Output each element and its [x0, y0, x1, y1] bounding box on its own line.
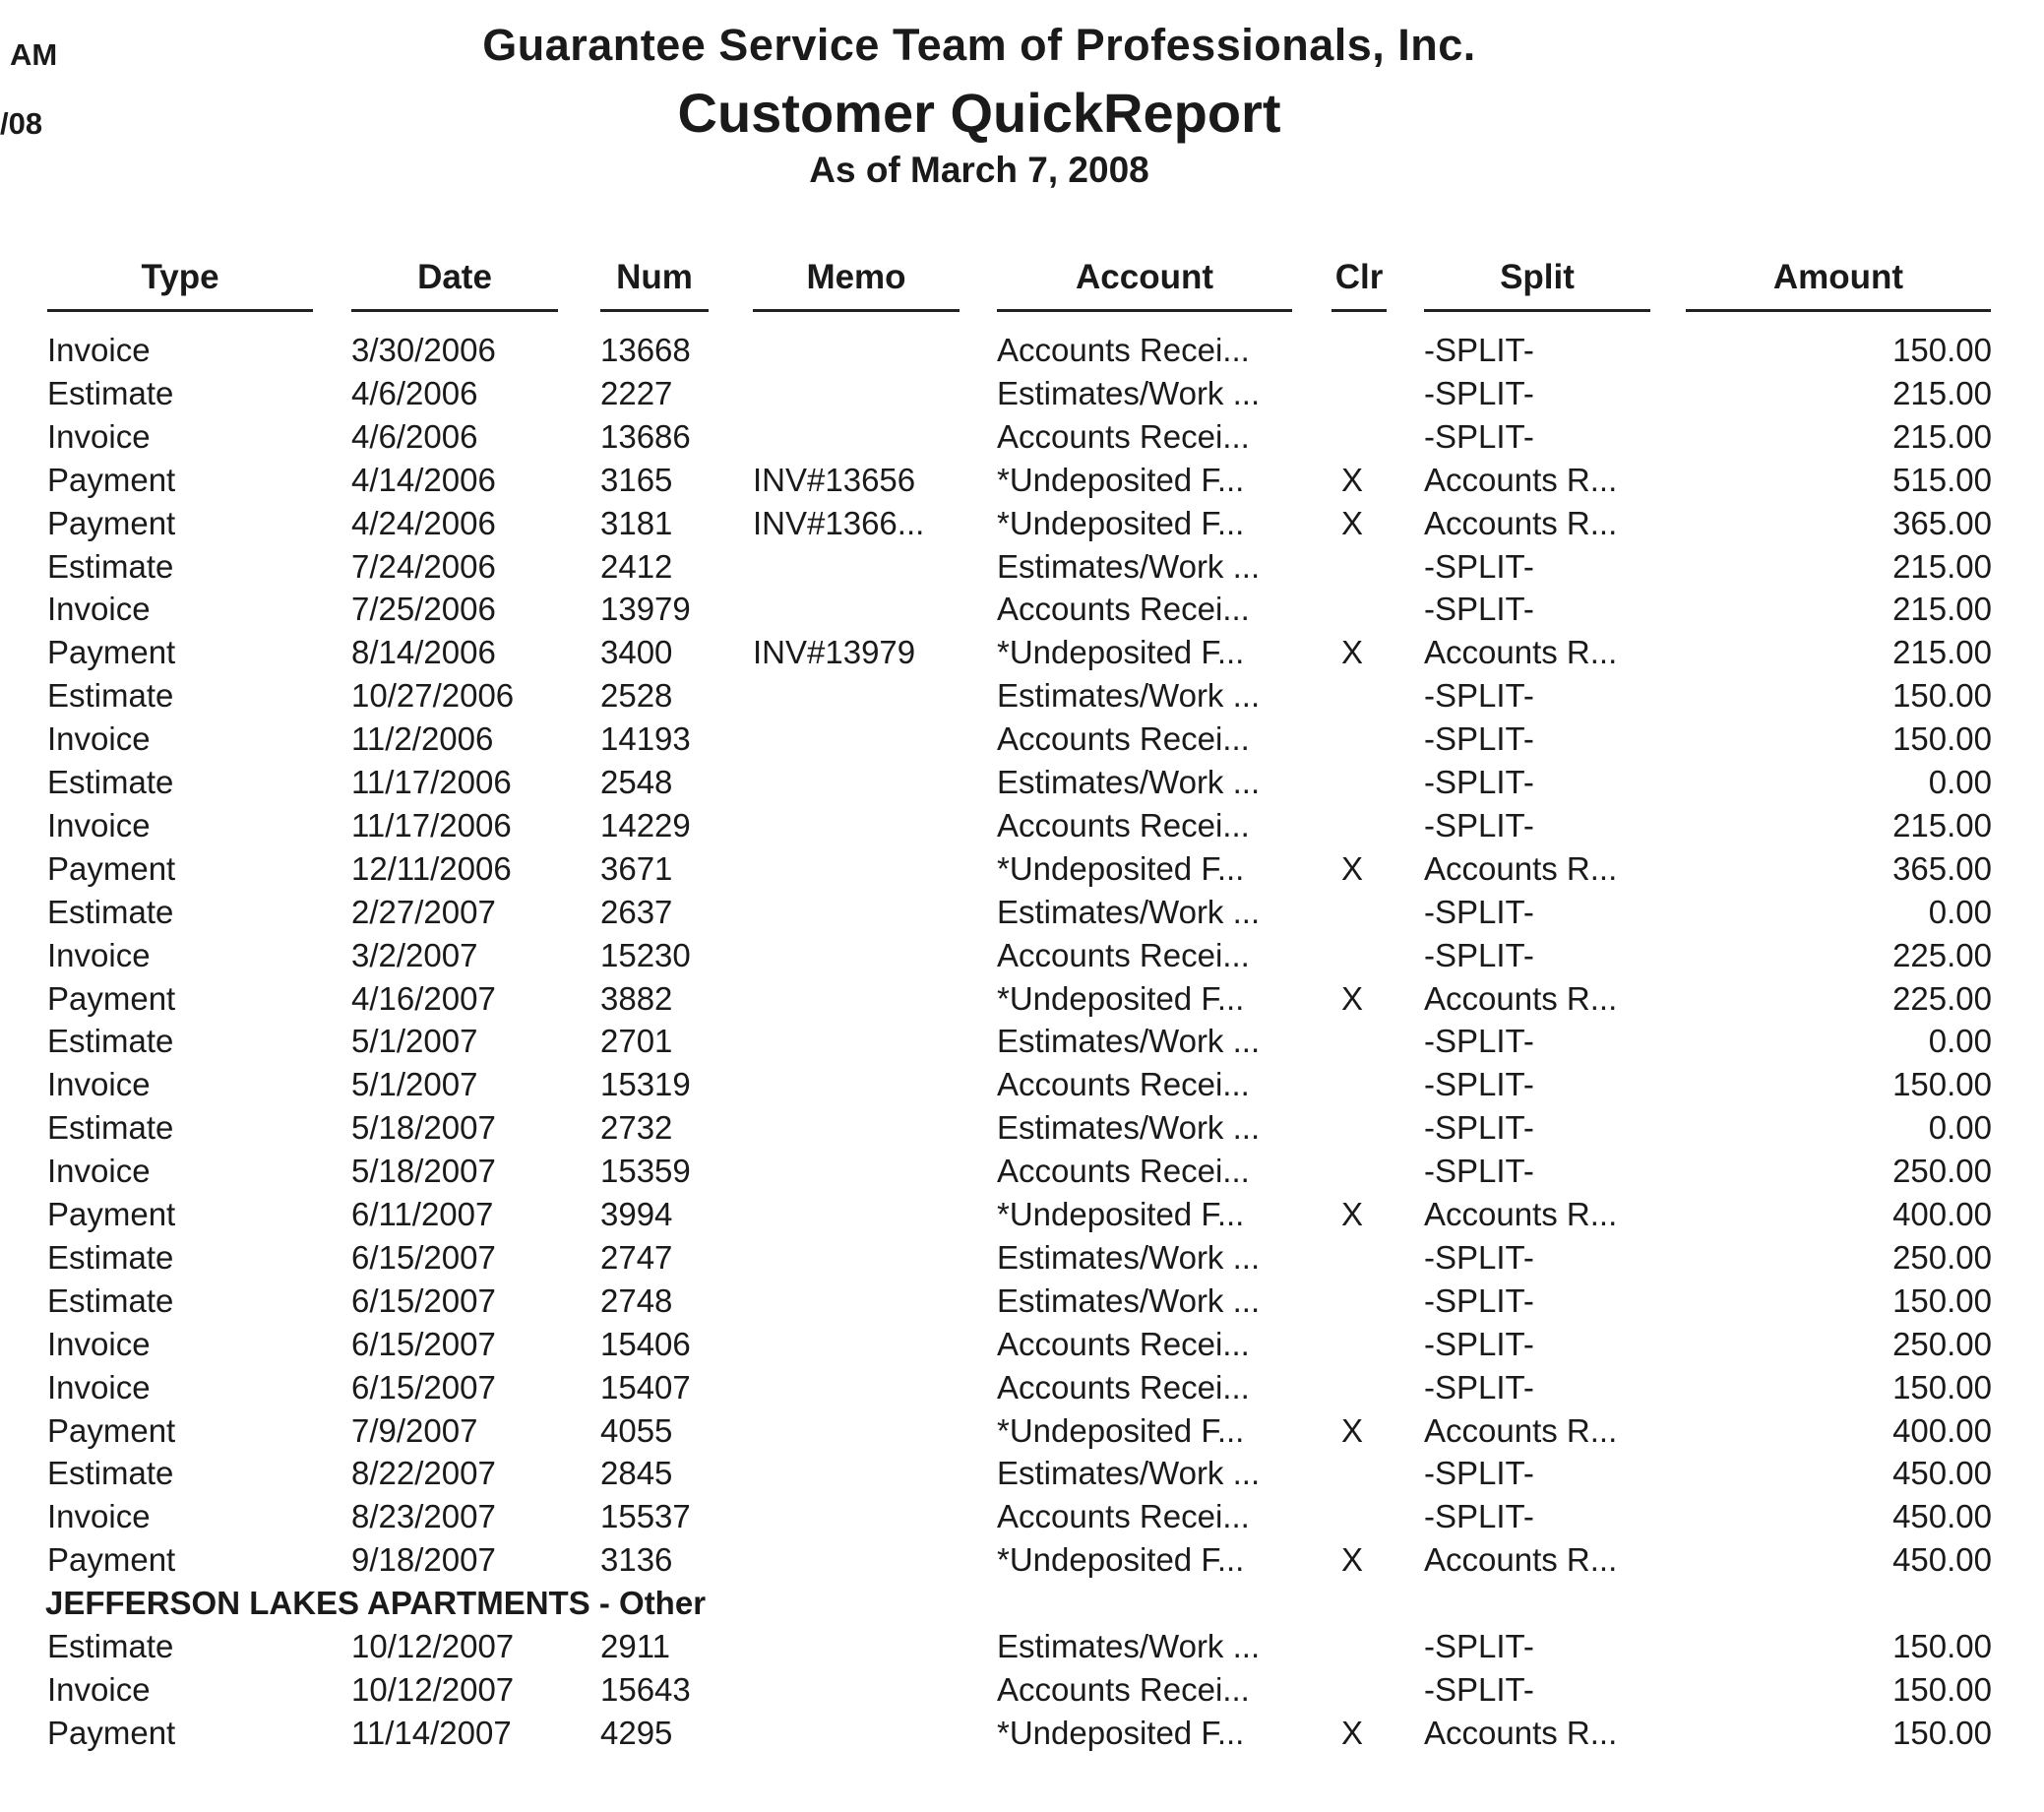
cell-clr: X: [1341, 1412, 1364, 1449]
table-row: [0, 1196, 2044, 1239]
cell-account: Accounts Recei...: [997, 591, 1250, 627]
table-row: [0, 1628, 2044, 1671]
cell-type: Estimate: [47, 1282, 174, 1319]
cell-type: Estimate: [47, 677, 174, 714]
column-rule: [351, 309, 558, 312]
cell-num: 15319: [600, 1066, 691, 1102]
table-row: [0, 720, 2044, 764]
cell-amount: 215.00: [1892, 634, 1992, 670]
company-name: Guarantee Service Team of Professionals, Inc.: [482, 20, 1476, 70]
table-row: [0, 1066, 2044, 1109]
cell-split: Accounts R...: [1424, 462, 1618, 498]
cell-date: 10/27/2006: [351, 677, 515, 714]
cell-split: -SPLIT-: [1424, 764, 1534, 800]
cell-split: -SPLIT-: [1424, 375, 1534, 411]
cell-account: *Undeposited F...: [997, 505, 1245, 541]
cell-date: 5/18/2007: [351, 1153, 496, 1189]
cell-amount: 400.00: [1892, 1196, 1992, 1232]
cell-num: 13686: [600, 418, 691, 455]
cell-num: 3994: [600, 1196, 673, 1232]
table-row: [0, 1282, 2044, 1326]
cell-num: 2227: [600, 375, 673, 411]
cell-amount: 250.00: [1892, 1153, 1992, 1189]
table-row: [0, 1326, 2044, 1369]
cell-account: Accounts Recei...: [997, 807, 1250, 844]
column-header-amount: Amount: [1772, 258, 1904, 296]
cell-type: Payment: [47, 634, 176, 670]
cell-split: Accounts R...: [1424, 1412, 1618, 1449]
table-row: [0, 1671, 2044, 1715]
table-row: [0, 850, 2044, 894]
cell-split: -SPLIT-: [1424, 1671, 1534, 1708]
cell-num: 2701: [600, 1023, 673, 1059]
cell-type: Invoice: [47, 332, 151, 368]
cell-date: 10/12/2007: [351, 1628, 515, 1664]
cell-type: Invoice: [47, 591, 151, 627]
column-header-account: Account: [1076, 258, 1213, 296]
cell-date: 8/22/2007: [351, 1455, 496, 1491]
cell-date: 7/9/2007: [351, 1412, 478, 1449]
cell-type: Payment: [47, 1412, 176, 1449]
cell-amount: 225.00: [1892, 980, 1992, 1017]
cell-account: Accounts Recei...: [997, 418, 1250, 455]
print-date: /08: [0, 106, 43, 141]
column-rule: [997, 309, 1292, 312]
cell-date: 3/30/2006: [351, 332, 496, 368]
cell-memo: INV#13979: [753, 634, 916, 670]
cell-date: 8/23/2007: [351, 1498, 496, 1534]
cell-split: -SPLIT-: [1424, 1498, 1534, 1534]
cell-date: 11/17/2006: [351, 807, 512, 844]
table-row: [0, 634, 2044, 677]
cell-account: Estimates/Work ...: [997, 375, 1261, 411]
cell-date: 3/2/2007: [351, 937, 478, 973]
cell-date: 6/11/2007: [351, 1196, 494, 1232]
table-row: [0, 937, 2044, 980]
report-as-of-date: As of March 7, 2008: [809, 150, 1149, 190]
cell-account: Estimates/Work ...: [997, 677, 1261, 714]
cell-amount: 365.00: [1892, 505, 1992, 541]
cell-account: *Undeposited F...: [997, 980, 1245, 1017]
table-row: [0, 332, 2044, 375]
cell-amount: 0.00: [1928, 894, 1992, 930]
cell-num: 15643: [600, 1671, 691, 1708]
cell-account: Accounts Recei...: [997, 1671, 1250, 1708]
cell-amount: 150.00: [1892, 1715, 1992, 1751]
table-row: [0, 1541, 2044, 1585]
cell-clr: X: [1341, 1715, 1364, 1751]
cell-amount: 150.00: [1892, 1066, 1992, 1102]
cell-split: -SPLIT-: [1424, 720, 1534, 757]
cell-split: -SPLIT-: [1424, 1066, 1534, 1102]
cell-num: 15406: [600, 1326, 691, 1362]
cell-type: Invoice: [47, 1671, 151, 1708]
cell-date: 5/1/2007: [351, 1066, 478, 1102]
cell-amount: 215.00: [1892, 375, 1992, 411]
cell-num: 15407: [600, 1369, 691, 1406]
cell-type: Payment: [47, 505, 176, 541]
cell-type: Invoice: [47, 1153, 151, 1189]
cell-type: Estimate: [47, 1023, 174, 1059]
cell-date: 4/24/2006: [351, 505, 496, 541]
cell-split: Accounts R...: [1424, 1715, 1618, 1751]
column-rule: [753, 309, 960, 312]
cell-account: *Undeposited F...: [997, 1412, 1245, 1449]
table-row: [0, 1369, 2044, 1412]
cell-amount: 400.00: [1892, 1412, 1992, 1449]
column-rule: [600, 309, 709, 312]
cell-account: *Undeposited F...: [997, 1541, 1245, 1578]
cell-split: -SPLIT-: [1424, 1326, 1534, 1362]
table-row: [0, 462, 2044, 505]
table-row: [0, 1498, 2044, 1541]
cell-clr: X: [1341, 1196, 1364, 1232]
cell-account: Estimates/Work ...: [997, 1282, 1261, 1319]
cell-split: -SPLIT-: [1424, 894, 1534, 930]
cell-split: Accounts R...: [1424, 505, 1618, 541]
cell-type: Invoice: [47, 937, 151, 973]
cell-account: Accounts Recei...: [997, 332, 1250, 368]
cell-num: 14193: [600, 720, 691, 757]
cell-split: -SPLIT-: [1424, 677, 1534, 714]
cell-clr: X: [1341, 980, 1364, 1017]
cell-num: 3671: [600, 850, 673, 887]
cell-date: 7/25/2006: [351, 591, 496, 627]
cell-amount: 215.00: [1892, 418, 1992, 455]
cell-amount: 150.00: [1892, 720, 1992, 757]
cell-account: Estimates/Work ...: [997, 764, 1261, 800]
cell-type: Estimate: [47, 1455, 174, 1491]
cell-num: 15537: [600, 1498, 691, 1534]
cell-type: Invoice: [47, 807, 151, 844]
column-header-clr: Clr: [1334, 258, 1384, 296]
cell-account: Estimates/Work ...: [997, 1239, 1261, 1276]
cell-date: 6/15/2007: [351, 1326, 496, 1362]
cell-split: -SPLIT-: [1424, 1239, 1534, 1276]
cell-date: 4/6/2006: [351, 418, 478, 455]
table-row: [0, 1153, 2044, 1196]
column-header-memo: Memo: [806, 258, 906, 296]
cell-type: Invoice: [47, 1066, 151, 1102]
cell-type: Payment: [47, 1541, 176, 1578]
cell-type: Invoice: [47, 1369, 151, 1406]
cell-clr: X: [1341, 505, 1364, 541]
cell-num: 3400: [600, 634, 673, 670]
cell-account: Accounts Recei...: [997, 1498, 1250, 1534]
cell-amount: 150.00: [1892, 332, 1992, 368]
cell-num: 3181: [600, 505, 673, 541]
cell-split: -SPLIT-: [1424, 548, 1534, 585]
cell-date: 6/15/2007: [351, 1239, 496, 1276]
report-title: Customer QuickReport: [677, 82, 1281, 144]
cell-split: Accounts R...: [1424, 634, 1618, 670]
table-row: [0, 980, 2044, 1024]
cell-account: Estimates/Work ...: [997, 1455, 1261, 1491]
cell-split: -SPLIT-: [1424, 1109, 1534, 1146]
cell-split: -SPLIT-: [1424, 807, 1534, 844]
cell-type: Payment: [47, 980, 176, 1017]
cell-amount: 215.00: [1892, 591, 1992, 627]
cell-split: -SPLIT-: [1424, 1628, 1534, 1664]
cell-type: Estimate: [47, 1109, 174, 1146]
cell-amount: 0.00: [1928, 1023, 1992, 1059]
cell-type: Estimate: [47, 375, 174, 411]
cell-account: Accounts Recei...: [997, 1326, 1250, 1362]
cell-num: 4055: [600, 1412, 673, 1449]
cell-account: *Undeposited F...: [997, 1715, 1245, 1751]
column-header-type: Type: [141, 258, 219, 296]
cell-clr: X: [1341, 462, 1364, 498]
customer-group-label: JEFFERSON LAKES APARTMENTS - Other: [45, 1585, 707, 1621]
column-rule: [1686, 309, 1991, 312]
cell-account: Estimates/Work ...: [997, 1109, 1261, 1146]
table-row: [0, 1412, 2044, 1456]
cell-account: *Undeposited F...: [997, 462, 1245, 498]
cell-split: Accounts R...: [1424, 1196, 1618, 1232]
cell-account: Accounts Recei...: [997, 1369, 1250, 1406]
cell-date: 4/14/2006: [351, 462, 496, 498]
cell-split: -SPLIT-: [1424, 1455, 1534, 1491]
cell-num: 2845: [600, 1455, 673, 1491]
cell-account: *Undeposited F...: [997, 634, 1245, 670]
cell-num: 2637: [600, 894, 673, 930]
cell-type: Payment: [47, 1196, 176, 1232]
cell-num: 3136: [600, 1541, 673, 1578]
cell-clr: X: [1341, 850, 1364, 887]
table-row: [0, 1715, 2044, 1758]
cell-num: 2748: [600, 1282, 673, 1319]
cell-type: Estimate: [47, 1628, 174, 1664]
table-row: [0, 1109, 2044, 1153]
cell-num: 15359: [600, 1153, 691, 1189]
cell-split: -SPLIT-: [1424, 591, 1534, 627]
cell-num: 2911: [600, 1628, 670, 1664]
cell-amount: 450.00: [1892, 1498, 1992, 1534]
cell-split: -SPLIT-: [1424, 1282, 1534, 1319]
cell-type: Estimate: [47, 764, 174, 800]
cell-date: 11/17/2006: [351, 764, 512, 800]
table-row: [0, 375, 2044, 418]
cell-num: 2528: [600, 677, 673, 714]
cell-date: 4/16/2007: [351, 980, 496, 1017]
cell-account: Estimates/Work ...: [997, 1628, 1261, 1664]
cell-type: Payment: [47, 850, 176, 887]
cell-amount: 215.00: [1892, 807, 1992, 844]
cell-type: Payment: [47, 1715, 176, 1751]
cell-num: 2548: [600, 764, 673, 800]
cell-num: 2747: [600, 1239, 673, 1276]
cell-account: Accounts Recei...: [997, 937, 1250, 973]
cell-clr: X: [1341, 634, 1364, 670]
column-rule: [47, 309, 313, 312]
cell-account: *Undeposited F...: [997, 1196, 1245, 1232]
cell-account: Accounts Recei...: [997, 1153, 1250, 1189]
cell-type: Invoice: [47, 418, 151, 455]
cell-date: 5/18/2007: [351, 1109, 496, 1146]
table-row: [0, 548, 2044, 592]
cell-num: 13979: [600, 591, 691, 627]
table-row: [0, 1239, 2044, 1282]
table-row: [0, 418, 2044, 462]
table-row: [0, 591, 2044, 634]
cell-split: -SPLIT-: [1424, 418, 1534, 455]
cell-account: Accounts Recei...: [997, 720, 1250, 757]
cell-amount: 250.00: [1892, 1326, 1992, 1362]
cell-amount: 150.00: [1892, 1282, 1992, 1319]
cell-account: *Undeposited F...: [997, 850, 1245, 887]
cell-split: Accounts R...: [1424, 980, 1618, 1017]
column-rule: [1424, 309, 1650, 312]
cell-date: 11/14/2007: [351, 1715, 512, 1751]
cell-amount: 250.00: [1892, 1239, 1992, 1276]
cell-type: Estimate: [47, 894, 174, 930]
cell-amount: 150.00: [1892, 677, 1992, 714]
cell-memo: INV#1366...: [753, 505, 925, 541]
cell-amount: 150.00: [1892, 1628, 1992, 1664]
column-rule: [1332, 309, 1387, 312]
cell-amount: 150.00: [1892, 1671, 1992, 1708]
cell-amount: 450.00: [1892, 1455, 1992, 1491]
cell-split: -SPLIT-: [1424, 1369, 1534, 1406]
table-row: [0, 764, 2044, 807]
column-header-date: Date: [417, 258, 492, 296]
table-row: [0, 1455, 2044, 1498]
cell-num: 2732: [600, 1109, 673, 1146]
cell-split: -SPLIT-: [1424, 1153, 1534, 1189]
cell-amount: 150.00: [1892, 1369, 1992, 1406]
cell-account: Estimates/Work ...: [997, 894, 1261, 930]
cell-type: Invoice: [47, 720, 151, 757]
cell-account: Accounts Recei...: [997, 1066, 1250, 1102]
cell-date: 9/18/2007: [351, 1541, 496, 1578]
table-row: [0, 1023, 2044, 1066]
cell-split: Accounts R...: [1424, 1541, 1618, 1578]
cell-account: Estimates/Work ...: [997, 1023, 1261, 1059]
cell-split: -SPLIT-: [1424, 332, 1534, 368]
cell-clr: X: [1341, 1541, 1364, 1578]
cell-type: Invoice: [47, 1498, 151, 1534]
cell-type: Payment: [47, 462, 176, 498]
cell-amount: 450.00: [1892, 1541, 1992, 1578]
cell-num: 3165: [600, 462, 673, 498]
cell-date: 8/14/2006: [351, 634, 496, 670]
column-header-split: Split: [1500, 258, 1575, 296]
cell-split: -SPLIT-: [1424, 937, 1534, 973]
cell-num: 13668: [600, 332, 691, 368]
cell-date: 2/27/2007: [351, 894, 496, 930]
cell-date: 7/24/2006: [351, 548, 496, 585]
cell-type: Invoice: [47, 1326, 151, 1362]
cell-amount: 515.00: [1892, 462, 1992, 498]
cell-split: Accounts R...: [1424, 850, 1618, 887]
table-row: [0, 894, 2044, 937]
cell-date: 5/1/2007: [351, 1023, 478, 1059]
cell-num: 14229: [600, 807, 691, 844]
cell-num: 4295: [600, 1715, 673, 1751]
cell-amount: 215.00: [1892, 548, 1992, 585]
cell-amount: 0.00: [1928, 1109, 1992, 1146]
cell-amount: 0.00: [1928, 764, 1992, 800]
cell-type: Estimate: [47, 1239, 174, 1276]
cell-num: 2412: [600, 548, 673, 585]
cell-date: 10/12/2007: [351, 1671, 515, 1708]
cell-date: 4/6/2006: [351, 375, 478, 411]
cell-num: 3882: [600, 980, 673, 1017]
table-row: [0, 505, 2044, 548]
cell-date: 6/15/2007: [351, 1282, 496, 1319]
cell-date: 12/11/2006: [351, 850, 512, 887]
print-time: AM: [10, 37, 58, 72]
cell-memo: INV#13656: [753, 462, 916, 498]
cell-split: -SPLIT-: [1424, 1023, 1534, 1059]
cell-date: 11/2/2006: [351, 720, 494, 757]
cell-amount: 365.00: [1892, 850, 1992, 887]
table-row: [0, 807, 2044, 850]
column-header-num: Num: [616, 258, 693, 296]
table-row: [0, 677, 2044, 720]
cell-date: 6/15/2007: [351, 1369, 496, 1406]
cell-type: Estimate: [47, 548, 174, 585]
cell-amount: 225.00: [1892, 937, 1992, 973]
cell-num: 15230: [600, 937, 691, 973]
cell-account: Estimates/Work ...: [997, 548, 1261, 585]
